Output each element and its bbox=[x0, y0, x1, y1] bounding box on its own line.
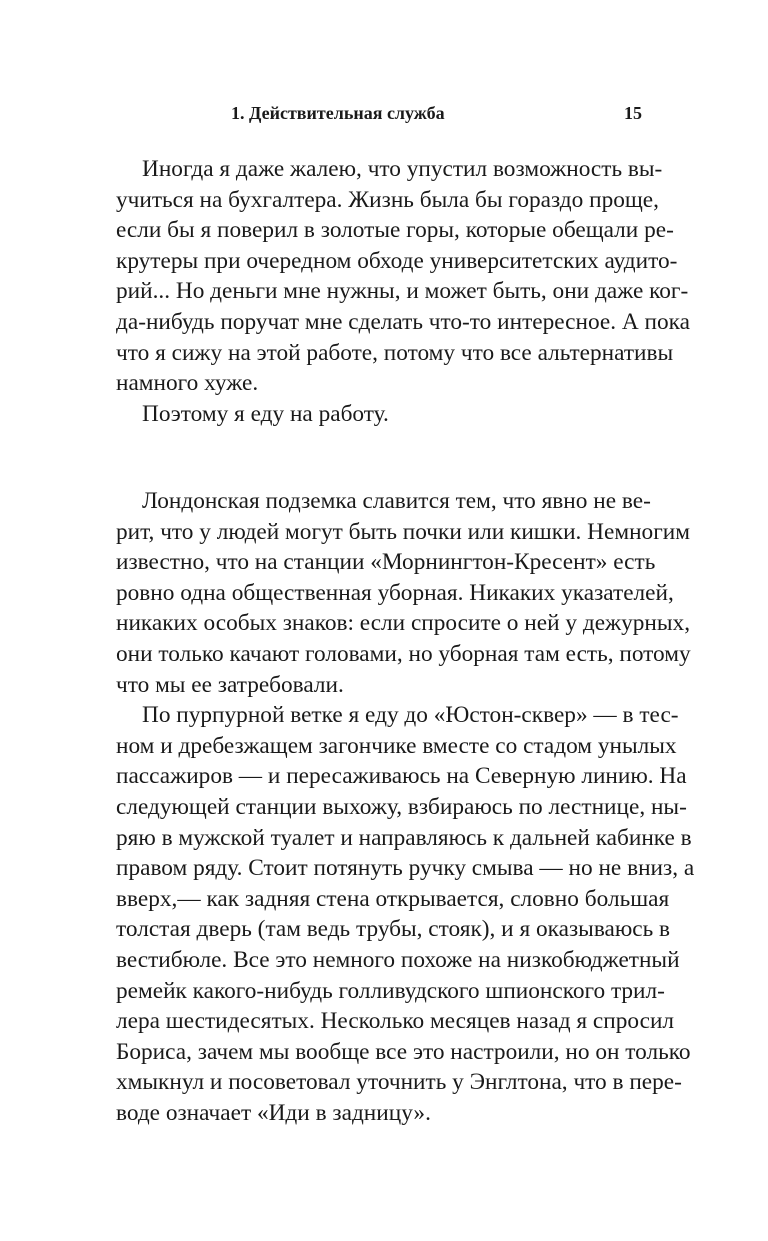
text-line: намного хуже. bbox=[116, 370, 259, 397]
text-line: следующей станции выхожу, взбираюсь по лестнице, ны- bbox=[116, 793, 687, 820]
text-section-1 bbox=[116, 154, 690, 429]
text-line: хмыкнул и посоветовал уточнить у Энглтона, что в пере- bbox=[116, 1069, 682, 1096]
text-line: да-нибудь поручат мне сделать что-то интересное. А пока bbox=[116, 308, 690, 335]
text-line: По пурпурной ветке я еду до «Юстон-сквер» — в тес- bbox=[142, 702, 679, 729]
text-line: что мы ее затребовали. bbox=[116, 671, 344, 698]
paragraph bbox=[116, 154, 690, 399]
text-line: ряю в мужской туалет и направляюсь к дальней кабинке в bbox=[116, 824, 692, 851]
text-line: ровно одна общественная уборная. Никаких указателей, bbox=[116, 579, 674, 606]
text-line: толстая дверь (там ведь трубы, стояк), и я оказываюсь в bbox=[116, 916, 671, 943]
text-line: ремейк какого-нибудь голливудского шпионского трил- bbox=[116, 977, 665, 1004]
text-line: если бы я поверил в золотые горы, которые обещали ре- bbox=[116, 217, 674, 244]
text-section-2 bbox=[116, 486, 695, 1128]
text-line: лера шестидесятых. Несколько месяцев назад я спросил bbox=[116, 1008, 675, 1035]
text-line: Лондонская подземка славится тем, что явно не ве- bbox=[142, 488, 651, 514]
text-line: никаких особых знаков: если спросите о ней у дежурных, bbox=[116, 610, 691, 637]
paragraph bbox=[116, 486, 691, 700]
page-number: 15 bbox=[624, 103, 642, 123]
text-line: вверх,— как задняя стена открывается, словно большая bbox=[116, 885, 670, 912]
text-line: они только качают головами, но уборная там есть, потому bbox=[116, 640, 691, 667]
running-title: 1. Действительная служба bbox=[231, 103, 445, 123]
text-line: вестибюле. Все это немного похоже на низкобюджетный bbox=[116, 946, 680, 973]
paragraph bbox=[116, 700, 695, 1128]
text-line: Поэтому я еду на работу. bbox=[142, 400, 389, 427]
text-line: крутеры при очередном обходе университетских аудито- bbox=[116, 247, 678, 274]
text-line: рит, что у людей могут быть почки или кишки. Немногим bbox=[116, 518, 690, 545]
paragraph bbox=[116, 399, 642, 430]
text-line: известно, что на станции «Морнингтон-Кресент» есть bbox=[116, 549, 656, 576]
text-line: рий... Но деньги мне нужны, и может быть, они даже ког- bbox=[116, 278, 689, 305]
text-line: ном и дребезжащем загончике вместе со стадом унылых bbox=[116, 732, 677, 759]
text-line: Бориса, зачем мы вообще все это настроили, но он только bbox=[116, 1038, 691, 1065]
text-line: правом ряду. Стоит потянуть ручку смыва — но не вниз, а bbox=[116, 855, 695, 882]
text-line: что я сижу на этой работе, потому что все альтернативы bbox=[116, 339, 674, 366]
text-line: учиться на бухгалтера. Жизнь была бы гораздо проще, bbox=[116, 186, 659, 213]
text-line: воде означает «Иди в задницу». bbox=[116, 1099, 431, 1126]
text-line: Иногда я даже жалею, что упустил возможность вы- bbox=[142, 156, 663, 182]
text-line: пассажиров — и пересаживаюсь на Северную линию. На bbox=[116, 763, 687, 790]
